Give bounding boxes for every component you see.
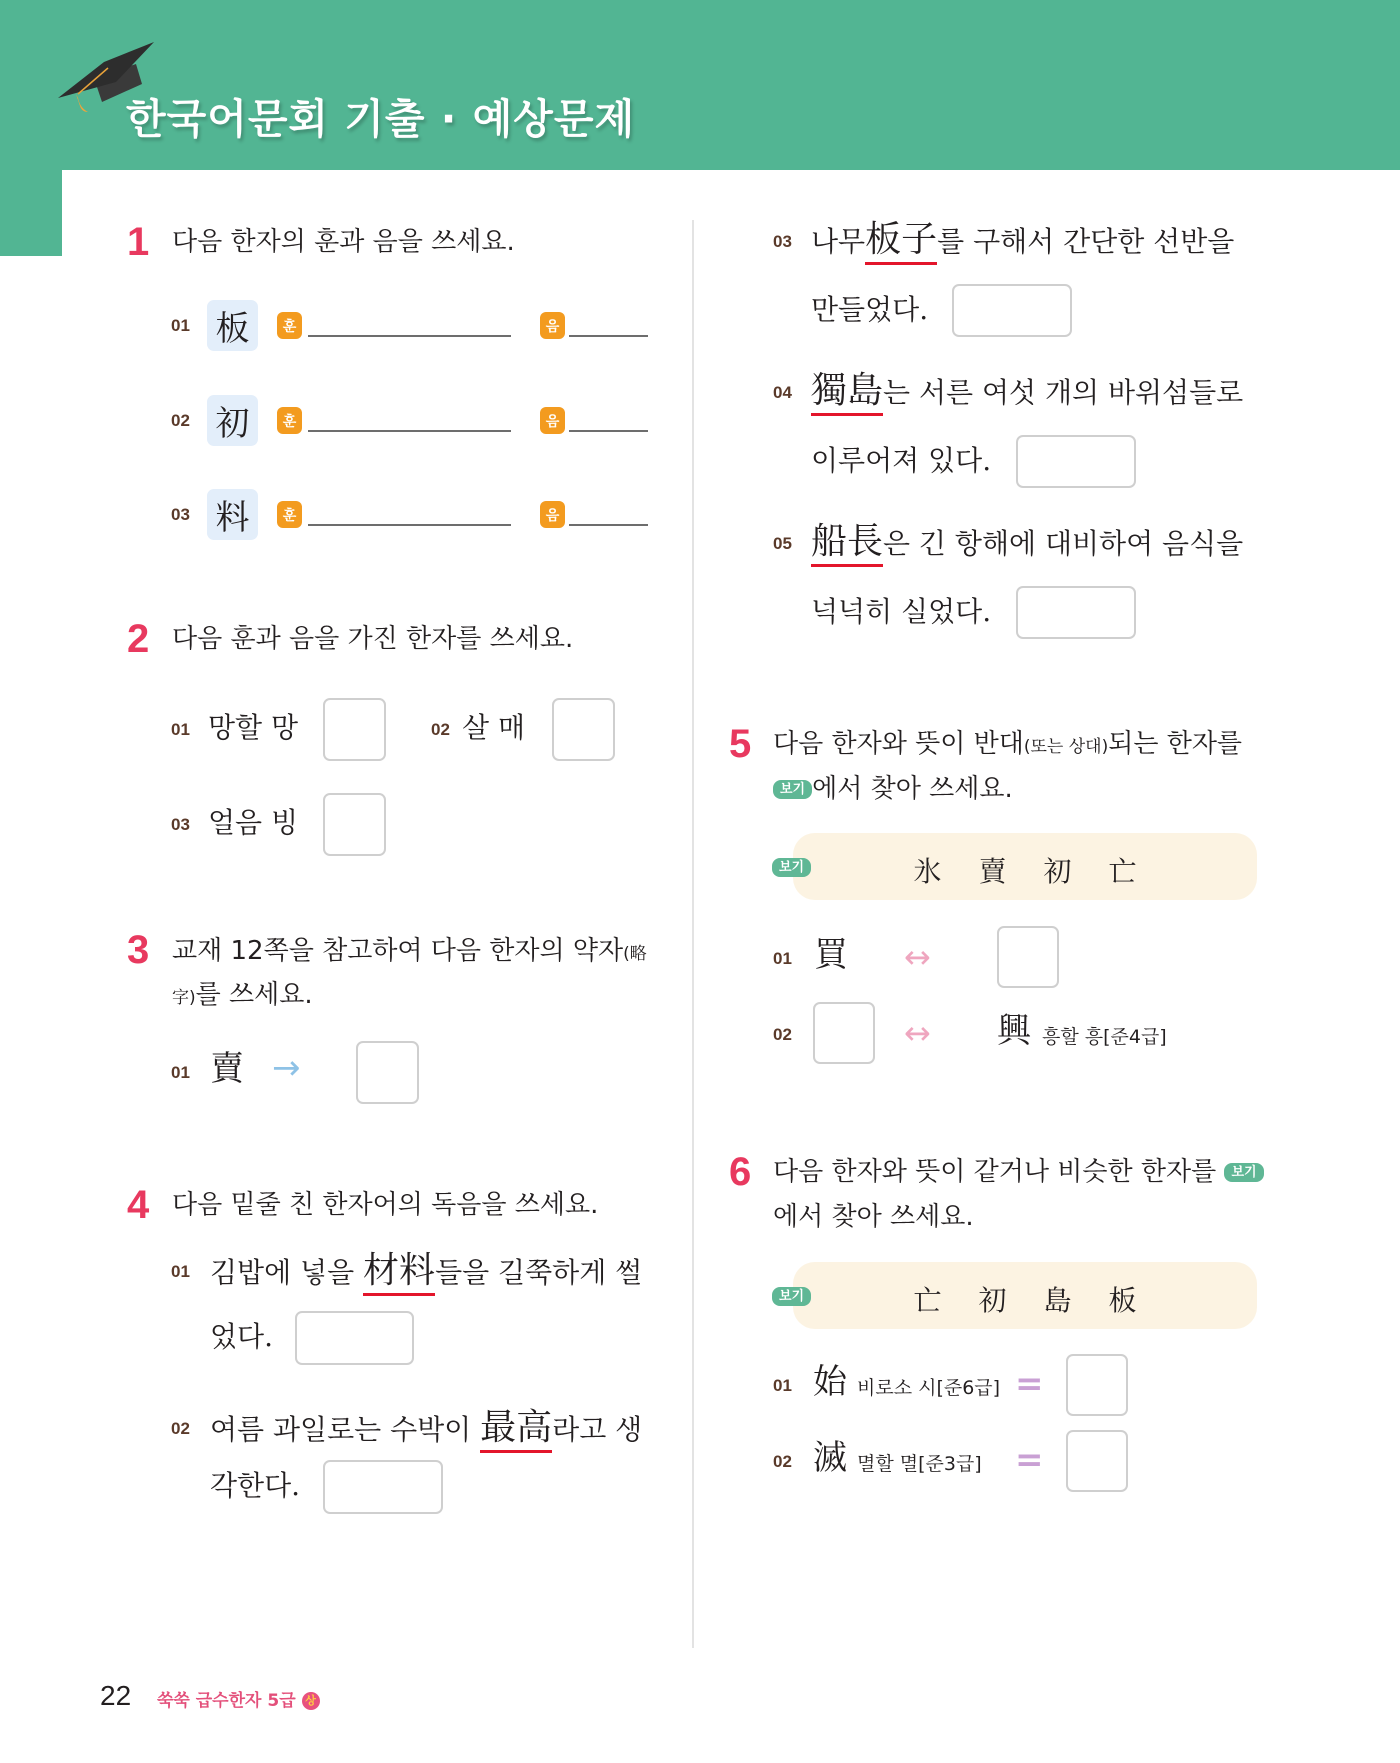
sentence-text: 여름 과일로는 수박이	[210, 1413, 481, 1446]
kanji: 始	[813, 1362, 847, 1402]
prompt-text: 다음 한자와 뜻이 반대	[773, 729, 1024, 759]
question-number-1: 1	[127, 220, 150, 264]
bidirectional-arrow-icon: ↔	[904, 938, 931, 976]
book-title	[157, 1686, 320, 1711]
question-3-prompt-line2	[172, 982, 313, 1008]
sentence-text: 김밥에 넣을	[210, 1256, 364, 1289]
bogi-characters	[895, 850, 1155, 890]
answer-box[interactable]	[1066, 1354, 1128, 1416]
item-number: 05	[773, 534, 792, 553]
equals-icon: =	[1015, 1364, 1044, 1404]
bogi-characters	[895, 1279, 1155, 1319]
question-number-6: 6	[729, 1150, 752, 1194]
underlined-word: 船長	[811, 521, 883, 567]
sentence-line1	[210, 1250, 643, 1291]
question-6-prompt-line2: 에서 찾아 쓰세요.	[773, 1202, 974, 1232]
hun-badge: 훈	[277, 407, 302, 434]
sentence-text: 를 구해서 간단한 선반을	[937, 225, 1235, 258]
bogi-badge: 보기	[1224, 1163, 1263, 1182]
hun-eum-note: 비로소 시[준6급]	[857, 1377, 1001, 1399]
header-band-left-strip	[0, 170, 62, 256]
answer-box[interactable]	[952, 284, 1072, 337]
hun-answer-line[interactable]	[308, 524, 511, 526]
answer-box[interactable]	[997, 926, 1059, 988]
question-number-4: 4	[127, 1183, 150, 1227]
question-5-prompt-line1	[773, 731, 1242, 757]
sentence-line2: 넉넉히 실었다.	[811, 595, 992, 628]
kanji-card: 初	[207, 395, 258, 446]
item-number: 02	[773, 1025, 792, 1044]
item-number: 03	[171, 505, 190, 524]
sentence-line2: 만들었다.	[811, 293, 929, 326]
answer-box[interactable]	[1016, 586, 1136, 639]
column-divider	[692, 220, 694, 1648]
kanji: 滅	[813, 1438, 847, 1478]
sentence-text: 는 서른 여섯 개의 바위섬들로	[883, 376, 1244, 409]
eum-badge: 음	[540, 312, 565, 339]
page-title: 한국어문회 기출 · 예상문제	[126, 95, 636, 143]
kanji-card: 板	[207, 300, 258, 351]
item-number: 01	[171, 1063, 190, 1082]
sentence-text: 나무	[811, 225, 866, 258]
sentence-text: 은 긴 항해에 대비하여 음식을	[883, 527, 1244, 560]
sentence-line2: 었다.	[210, 1320, 273, 1353]
prompt-small: 字)	[172, 988, 196, 1008]
underlined-word: 最高	[480, 1407, 552, 1453]
sentence-line2: 각한다.	[210, 1469, 301, 1502]
hun-answer-line[interactable]	[308, 430, 511, 432]
bogi-badge: 보기	[773, 780, 812, 799]
hun-eum-note: 멸할 멸[준3급]	[857, 1453, 982, 1475]
prompt-text: 를 쓰세요.	[195, 980, 313, 1010]
item-number: 03	[171, 815, 190, 834]
eum-answer-line[interactable]	[569, 524, 648, 526]
bogi-badge: 보기	[772, 1287, 811, 1306]
answer-box[interactable]	[295, 1311, 414, 1365]
answer-box[interactable]	[356, 1041, 419, 1104]
answer-box[interactable]	[323, 793, 386, 856]
hun-badge: 훈	[277, 312, 302, 339]
bogi-char: 亡	[1108, 855, 1137, 888]
item-number: 02	[773, 1452, 792, 1471]
underlined-word: 材料	[363, 1250, 435, 1296]
hun-eum-text: 살 매	[462, 711, 525, 744]
bogi-char: 賣	[978, 855, 1007, 888]
prompt-small: (또는 상대)	[1023, 737, 1109, 757]
question-2-prompt: 다음 훈과 음을 가진 한자를 쓰세요.	[172, 624, 574, 654]
eum-answer-line[interactable]	[569, 430, 648, 432]
question-5-prompt-line2	[773, 776, 1013, 802]
question-number-2: 2	[127, 617, 150, 661]
eum-badge: 음	[540, 501, 565, 528]
bogi-char: 板	[1108, 1284, 1137, 1317]
question-1-prompt: 다음 한자의 훈과 음을 쓰세요.	[172, 227, 515, 257]
bidirectional-arrow-icon: ↔	[904, 1014, 931, 1052]
equals-icon: =	[1015, 1440, 1044, 1480]
answer-box[interactable]	[1016, 435, 1136, 488]
answer-box[interactable]	[552, 698, 615, 761]
item-number: 01	[171, 316, 190, 335]
kanji-card: 料	[207, 489, 258, 540]
prompt-text: 되는 한자를	[1108, 729, 1243, 759]
sentence-line1	[811, 219, 1235, 260]
underlined-word: 獨島	[811, 370, 883, 416]
item-number: 01	[773, 949, 792, 968]
kanji: 興	[997, 1011, 1031, 1051]
sentence-text: 들을 길쭉하게 썰	[435, 1256, 643, 1289]
hun-answer-line[interactable]	[308, 335, 511, 337]
sentence-line1	[210, 1407, 643, 1448]
hun-badge: 훈	[277, 501, 302, 528]
item-number: 03	[773, 232, 792, 251]
level-badge: 상	[302, 1692, 320, 1710]
eum-badge: 음	[540, 407, 565, 434]
bogi-badge: 보기	[772, 858, 811, 877]
eum-answer-line[interactable]	[569, 335, 648, 337]
prompt-text: 다음 한자와 뜻이 같거나 비슷한 한자를	[773, 1157, 1217, 1187]
answer-box[interactable]	[323, 698, 386, 761]
item-number: 01	[171, 720, 190, 739]
answer-box[interactable]	[813, 1002, 875, 1064]
prompt-small: (略	[623, 944, 647, 964]
kanji: 賣	[210, 1049, 244, 1089]
item-number: 01	[773, 1376, 792, 1395]
item-number: 02	[431, 720, 450, 739]
bogi-char: 氷	[913, 855, 942, 888]
hun-eum-text: 얼음 빙	[208, 806, 299, 839]
answer-box[interactable]	[1066, 1430, 1128, 1492]
bogi-char: 亡	[913, 1284, 942, 1317]
underlined-word: 板子	[865, 219, 937, 265]
bogi-char: 初	[1043, 855, 1072, 888]
sentence-text: 라고 생	[552, 1413, 643, 1446]
book-title-text: 쑥쑥 급수한자 5급	[157, 1691, 296, 1711]
prompt-text: 에서 찾아 쓰세요.	[812, 774, 1013, 804]
page-number: 22	[100, 1680, 132, 1711]
sentence-line1	[811, 521, 1244, 562]
kanji: 買	[814, 935, 848, 975]
prompt-text: 교재 12쪽을 참고하여 다음 한자의 약자	[172, 936, 624, 966]
sentence-line2: 이루어져 있다.	[811, 444, 992, 477]
question-number-3: 3	[127, 928, 150, 972]
sentence-line1	[811, 370, 1244, 411]
question-4-prompt: 다음 밑줄 친 한자어의 독음을 쓰세요.	[172, 1190, 599, 1220]
item-number: 01	[171, 1262, 190, 1281]
item-number: 02	[171, 411, 190, 430]
answer-box[interactable]	[323, 1460, 443, 1514]
arrow-right-icon: →	[272, 1048, 301, 1088]
hun-eum-text: 망할 망	[208, 711, 299, 744]
question-6-prompt-line1	[773, 1159, 1264, 1185]
item-number: 04	[773, 383, 792, 402]
question-number-5: 5	[729, 722, 752, 766]
bogi-char: 島	[1043, 1284, 1072, 1317]
item-number: 02	[171, 1419, 190, 1438]
hun-eum-note: 흥할 흥[준4급]	[1042, 1026, 1167, 1048]
question-3-prompt-line1	[172, 938, 647, 964]
bogi-char: 初	[978, 1284, 1007, 1317]
